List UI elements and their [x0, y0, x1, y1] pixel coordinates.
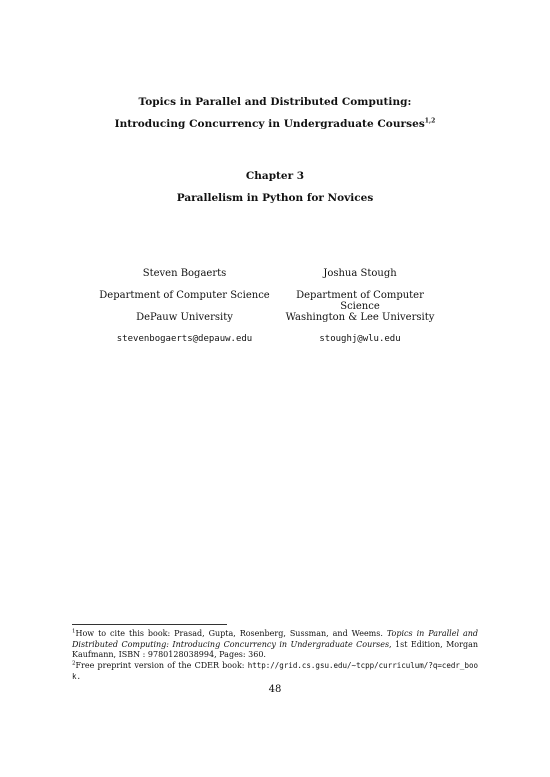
author-name: Joshua Stough	[323, 268, 397, 279]
footnote-2-text: Free preprint version of the CDER book:	[75, 661, 248, 670]
footnote-1-text: How to cite this book: Prasad, Gupta, Rosenberg, Sussman, and Weems.	[75, 629, 387, 638]
author-department: Department of Computer Science	[296, 290, 424, 312]
book-title-line-1: Topics in Parallel and Distributed Computing:	[138, 96, 412, 108]
footnote-1-details: , 1st Edition, Morgan Kaufmann, ISBN : 9780128038994, Pages: 360.	[72, 639, 478, 659]
page-number: 48	[268, 684, 282, 695]
author-department: Department of Computer Science	[99, 290, 270, 301]
author-institution: Washington & Lee University	[285, 312, 435, 323]
footnote-rule	[72, 624, 227, 625]
footnote-2-url[interactable]: http://grid.cs.gsu.edu/~tcpp/curriculum/?q=cedr_book.	[72, 661, 478, 681]
footnote-1	[72, 629, 478, 661]
author-email: stoughj@wlu.edu	[319, 334, 401, 344]
footnote-1-mark: 1	[72, 628, 76, 635]
chapter-label: Chapter 3	[245, 170, 305, 182]
footnote-2-mark: 2	[72, 660, 76, 667]
footnote-1-book-title: Topics in Parallel and Distributed Computing: Introducing Concurrency in Undergraduate Courses	[72, 629, 478, 649]
author-institution: DePauw University	[136, 312, 233, 323]
footnote-2	[72, 661, 478, 682]
title-footnote-marks: 1,2	[424, 117, 436, 125]
chapter-title: Parallelism in Python for Novices	[176, 192, 374, 204]
book-title-line-2	[0, 118, 550, 130]
author-email: stevenbogaerts@depauw.edu	[116, 334, 253, 344]
author-name: Steven Bogaerts	[142, 268, 227, 279]
author-block-1	[92, 268, 277, 344]
author-block-2	[277, 268, 443, 344]
book-title-line-2-text: Introducing Concurrency in Undergraduate Courses	[114, 118, 425, 130]
